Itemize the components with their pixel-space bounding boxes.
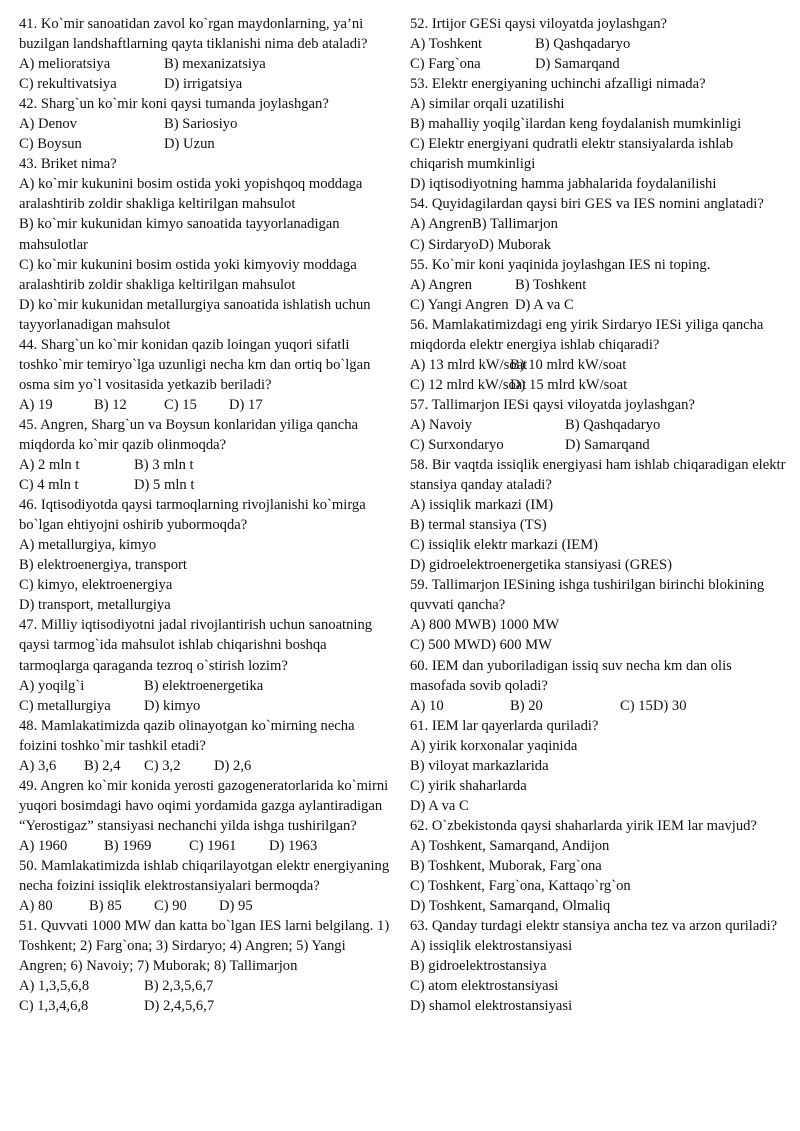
answer-option: B) 85	[89, 898, 122, 915]
question-text: 56. Mamlakatimizdagi eng yirik Sirdaryo IESi yiliga qancha miqdorda elektr energiya ishlab chiqaradi?	[410, 316, 764, 353]
answer-row	[410, 635, 790, 655]
left-column	[19, 14, 394, 1016]
answer-option: D) Toshkent, Samarqand, Olmaliq	[410, 898, 611, 915]
answer-option: C) 15	[164, 396, 197, 413]
answer-option: C) 1961	[189, 837, 237, 854]
question-text: 57. Tallimarjon IESi qaysi viloyatda joylashgan?	[410, 396, 695, 413]
answer-option: B) 1969	[104, 837, 152, 854]
answer-option: D) iqtisodiyotning hamma jabhalarida foydalanilishi	[410, 176, 717, 193]
question-block	[410, 315, 790, 395]
answer-option: A) ko`mir kukunini bosim ostida yoki yopishqoq moddaga aralashtirib zoldir shakliga keltirilgan mahsulot	[19, 176, 363, 213]
answer-option: D) A va C	[515, 296, 574, 313]
question-block	[19, 615, 394, 715]
question-block	[410, 255, 790, 315]
answer-option: A) Toshkent, Samarqand, Andijon	[410, 837, 610, 854]
answer-row	[410, 355, 790, 375]
answer-option: B) ko`mir kukunidan kimyo sanoatida tayyorlanadigan mahsulotlar	[19, 216, 340, 253]
answer-row	[19, 455, 394, 475]
answer-option: A) Denov	[19, 116, 77, 133]
question-block	[410, 656, 790, 716]
answer-row	[410, 235, 790, 255]
answer-option: A) Navoiy	[410, 416, 473, 433]
answer-option: A) melioratsiya	[19, 56, 111, 73]
answer-row	[19, 976, 394, 996]
answer-option: B) Toshkent	[515, 276, 587, 293]
answer-option: A) 800 MW	[410, 617, 482, 634]
answer-option: C) atom elektrostansiyasi	[410, 978, 559, 995]
answer-option: D) irrigatsiya	[164, 76, 243, 93]
answer-row	[19, 134, 394, 154]
answer-option: D) Samarqand	[565, 436, 650, 453]
answer-row	[410, 415, 790, 435]
question-block	[410, 74, 790, 194]
question-text: 51. Quvvati 1000 MW dan katta bo`lgan IES larni belgilang. 1) Toshkent; 2) Farg`ona; 3) Sirdaryo; 4) Angren; 5) Yangi Angren; 6) Navoiy; 7) Muborak; 8) Tallimarjon	[19, 918, 390, 975]
answer-option: A) issiqlik markazi (IM)	[410, 497, 554, 514]
answer-option: D) 30	[652, 697, 687, 714]
answer-option: D) shamol elektrostansiyasi	[410, 998, 573, 1015]
answer-row	[410, 375, 790, 395]
question-block	[19, 716, 394, 776]
answer-row	[410, 696, 790, 716]
question-block	[19, 776, 394, 856]
answer-row	[19, 74, 394, 94]
question-block	[19, 94, 394, 154]
answer-row	[410, 34, 790, 54]
question-text: 62. O`zbekistonda qaysi shaharlarda yirik IEM lar mavjud?	[410, 817, 757, 834]
question-text: 53. Elektr energiyaning uchinchi afzalligi nimada?	[410, 76, 706, 93]
answer-row	[410, 435, 790, 455]
question-block	[410, 575, 790, 655]
answer-option: C) 3,2	[144, 757, 181, 774]
answer-row	[19, 676, 394, 696]
answer-option: C) 90	[154, 898, 187, 915]
answer-option: D) transport, metallurgiya	[19, 597, 171, 614]
answer-option: B) 2,3,5,6,7	[144, 978, 214, 995]
question-text: 63. Qanday turdagi elektr stansiya ancha tez va arzon quriladi?	[410, 918, 778, 935]
question-text: 47. Milliy iqtisodiyotni jadal rivojlantirish uchun sanoatning qaysi tarmog`ida mahsulot ishlab chiqarishni boshqa tarmoqlarga qaraganda tezroq o`stirish lozim?	[19, 617, 373, 674]
question-text: 48. Mamlakatimizda qazib olinayotgan ko`mirning necha foizini toshko`mir tashkil etadi?	[19, 717, 355, 754]
answer-option: D) 17	[229, 396, 263, 413]
answer-row	[19, 756, 394, 776]
answer-option: B) Sariosiyo	[164, 116, 238, 133]
question-block	[410, 194, 790, 254]
question-block	[410, 455, 790, 575]
answer-option: B) Qashqadaryo	[565, 416, 661, 433]
question-text: 58. Bir vaqtda issiqlik energiyasi ham ishlab chiqaradigan elektr stansiya qanday ataladi?	[410, 457, 786, 494]
answer-option: C) 4 mln t	[19, 477, 79, 494]
answer-option: C) kimyo, elektroenergiya	[19, 577, 173, 594]
answer-row	[19, 696, 394, 716]
answer-option: D) gidroelektroenergetika stansiyasi (GRES)	[410, 557, 672, 574]
answer-option: D) 5 mln t	[134, 477, 195, 494]
question-text: 42. Sharg`un ko`mir koni qaysi tumanda joylashgan?	[19, 96, 329, 113]
answer-option: D) Muborak	[478, 236, 552, 253]
question-text: 45. Angren, Sharg`un va Boysun konlaridan yiliga qancha miqdorda ko`mir qazib olinmoqda?	[19, 416, 358, 453]
question-block	[410, 816, 790, 916]
answer-option: D) 2,4,5,6,7	[144, 998, 215, 1015]
question-text: 55. Ko`mir koni yaqinida joylashgan IES ni toping.	[410, 256, 711, 273]
answer-option: A) yoqilg`i	[19, 677, 85, 694]
answer-option: D) 600 MW	[480, 637, 552, 654]
answer-option: A) yirik korxonalar yaqinida	[410, 737, 578, 754]
answer-row	[410, 214, 790, 234]
answer-option: A) 13 mlrd kW/soat	[410, 356, 528, 373]
answer-row	[410, 54, 790, 74]
answer-option: B) 20	[510, 697, 543, 714]
question-text: 44. Sharg`un ko`mir konidan qazib loingan yuqori sifatli toshko`mir temiryo`lga uzunligi necha km dan ortiq bo`lgan osma sim yo`l vositasida yetkazib beriladi?	[19, 336, 371, 393]
answer-option: C) 15	[620, 697, 653, 714]
answer-option: C) Farg`ona	[410, 56, 481, 73]
answer-option: B) gidroelektrostansiya	[410, 958, 547, 975]
answer-option: C) yirik shaharlarda	[410, 777, 527, 794]
answer-row	[19, 114, 394, 134]
answer-row	[19, 54, 394, 74]
answer-option: B) mexanizatsiya	[164, 56, 266, 73]
answer-option: C) 12 mlrd kW/soat	[410, 376, 527, 393]
question-block	[410, 14, 790, 74]
answer-row	[19, 475, 394, 495]
answer-option: C) Boysun	[19, 136, 82, 153]
answer-option: D) Samarqand	[535, 56, 620, 73]
answer-row	[410, 275, 790, 295]
question-block	[410, 916, 790, 1016]
answer-option: B) elektroenergetika	[144, 677, 264, 694]
answer-option: A) 1960	[19, 837, 68, 854]
answer-row	[410, 615, 790, 635]
question-block	[19, 916, 394, 1016]
answer-option: A) issiqlik elektrostansiyasi	[410, 938, 573, 955]
answer-option: A) 1,3,5,6,8	[19, 978, 90, 995]
question-text: 61. IEM lar qayerlarda quriladi?	[410, 717, 599, 734]
answer-option: A) metallurgiya, kimyo	[19, 537, 157, 554]
answer-option: B) 10 mlrd kW/soat	[510, 356, 627, 373]
answer-option: C) Sirdaryo	[410, 236, 479, 253]
answer-option: B) Qashqadaryo	[535, 36, 631, 53]
answer-option: B) 2,4	[84, 757, 121, 774]
question-text: 41. Ko`mir sanoatidan zavol ko`rgan maydonlarning, ya’ni buzilgan landshaftlarning qayta tiklanishi nima deb ataladi?	[19, 16, 368, 53]
answer-option: C) ko`mir kukunini bosim ostida yoki kimyoviy moddaga aralashtirib zoldir shakliga keltirilgan mahsulot	[19, 256, 357, 293]
answer-option: B) 12	[94, 396, 127, 413]
answer-option: D) Uzun	[164, 136, 215, 153]
answer-option: A) 19	[19, 396, 53, 413]
question-block	[19, 415, 394, 495]
answer-option: A) Angren	[410, 276, 473, 293]
answer-option: D) A va C	[410, 797, 469, 814]
question-text: 46. Iqtisodiyotda qaysi tarmoqlarning rivojlanishi ko`mirga bo`lgan ehtiyojni oshirib yubormoqda?	[19, 497, 366, 534]
question-text: 60. IEM dan yuboriladigan issiq suv necha km dan olis masofada sovib qoladi?	[410, 657, 732, 694]
answer-option: C) issiqlik elektr markazi (IEM)	[410, 537, 599, 554]
question-text: 49. Angren ko`mir konida yerosti gazogeneratorlarida ko`mirni yuqori bosimdagi havo oqimi yordamida gazga aylantiradigan “Yerostigaz” stansiyasi nechanchi yilda ishga tushirilgan?	[19, 777, 389, 834]
question-block	[410, 716, 790, 816]
answer-row	[19, 836, 394, 856]
question-text: 43. Briket nima?	[19, 156, 117, 173]
answer-option: D) 95	[219, 898, 253, 915]
question-block	[19, 856, 394, 916]
question-text: 54. Quyidagilardan qaysi biri GES va IES nomini anglatadi?	[410, 196, 764, 213]
answer-option: C) Surxondaryo	[410, 436, 504, 453]
answer-option: D) kimyo	[144, 697, 201, 714]
answer-row	[19, 896, 394, 916]
question-text: 52. Irtijor GESi qaysi viloyatda joylashgan?	[410, 16, 667, 32]
question-block	[19, 14, 394, 94]
answer-option: B) Tallimarjon	[472, 216, 558, 233]
answer-option: D) 2,6	[214, 757, 252, 774]
question-block	[410, 395, 790, 455]
answer-option: A) 10	[410, 697, 444, 714]
question-block	[19, 495, 394, 615]
answer-option: A) 80	[19, 898, 53, 915]
answer-option: A) 2 mln t	[19, 457, 80, 474]
question-text: 59. Tallimarjon IESining ishga tushirilgan birinchi blokining quvvati qancha?	[410, 577, 765, 614]
answer-option: B) 1000 MW	[481, 617, 560, 634]
question-text: 50. Mamlakatimizda ishlab chiqarilayotgan elektr energiyaning necha foizini issiqlik elektrostansiyalari bermoqda?	[19, 857, 390, 895]
answer-option: B) 3 mln t	[134, 457, 194, 474]
answer-option: B) mahalliy yoqilg`ilardan keng foydalanish mumkinligi	[410, 116, 742, 133]
answer-option: D) 15 mlrd kW/soat	[510, 376, 628, 393]
answer-row	[410, 295, 790, 315]
answer-option: D) 1963	[269, 837, 318, 854]
answer-option: A) 3,6	[19, 757, 57, 774]
answer-option: B) viloyat markazlarida	[410, 757, 549, 774]
answer-option: A) Angren	[410, 216, 473, 233]
answer-option: D) ko`mir kukunidan metallurgiya sanoatida ishlatish uchun tayyorlanadigan mahsulot	[19, 296, 371, 333]
right-column	[410, 14, 790, 1016]
answer-option: C) Yangi Angren	[410, 296, 509, 313]
question-block	[19, 335, 394, 415]
answer-option: C) metallurgiya	[19, 697, 111, 714]
answer-row	[19, 996, 394, 1016]
question-block	[19, 154, 394, 334]
answer-row	[19, 395, 394, 415]
answer-option: B) Toshkent, Muborak, Farg`ona	[410, 857, 602, 874]
answer-option: A) Toshkent	[410, 36, 483, 53]
answer-option: B) elektroenergiya, transport	[19, 557, 187, 574]
answer-option: C) rekultivatsiya	[19, 76, 117, 93]
answer-option: B) termal stansiya (TS)	[410, 517, 547, 534]
answer-option: A) similar orqali uzatilishi	[410, 96, 565, 113]
answer-option: C) Elektr energiyani qudratli elektr stansiyalarda ishlab chiqarish mumkinligi	[410, 136, 734, 173]
answer-option: C) Toshkent, Farg`ona, Kattaqo`rg`on	[410, 878, 631, 895]
answer-option: C) 500 MW	[410, 637, 481, 654]
answer-option: C) 1,3,4,6,8	[19, 998, 89, 1015]
